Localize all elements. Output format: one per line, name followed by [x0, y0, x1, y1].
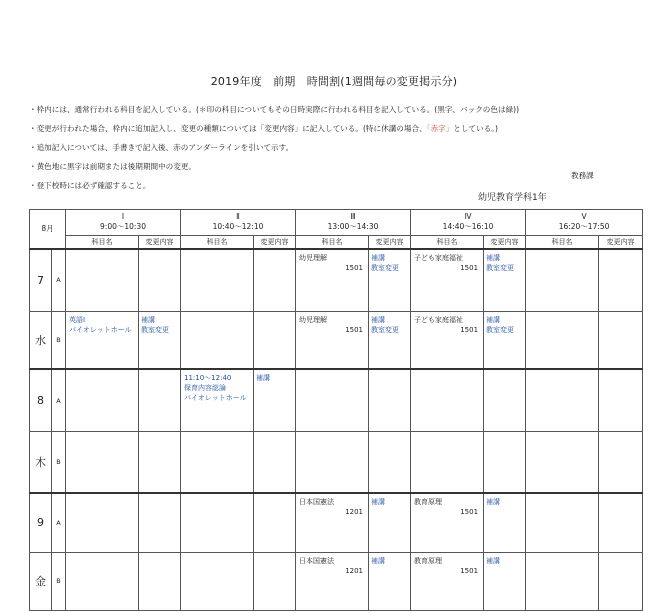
note-3: ・追加記入については、手書きで記入後、赤のアンダーラインを引いて示す。 [29, 143, 294, 152]
cell-subject [66, 552, 139, 610]
cell-change [599, 249, 643, 311]
period-time-3: 13:00～14:30 [327, 222, 379, 232]
cell-change [369, 311, 411, 369]
col-subject-header: 科目名 [296, 235, 369, 249]
subject-name: 保育内容総論 [184, 384, 226, 393]
col-subject-header: 科目名 [66, 235, 139, 249]
subject-name: 教育原理 [414, 556, 443, 565]
note-4: ・黄色地に黒字は前期または後期期間中の変更。 [29, 162, 197, 171]
cell-change [369, 493, 411, 552]
cell-subject [181, 552, 254, 610]
slot-b-label: B [52, 311, 66, 369]
note-2-tail: としている。) [453, 124, 498, 133]
period-header-3 [296, 210, 411, 236]
cell-subject [526, 249, 599, 311]
period-num-5: Ⅴ [581, 212, 587, 222]
change-type: 教室変更 [141, 325, 169, 334]
cell-subject [181, 369, 254, 431]
cell-subject [411, 311, 484, 369]
period-num-2: Ⅱ [236, 212, 240, 222]
col-subject-header: 科目名 [181, 235, 254, 249]
cell-subject [411, 369, 484, 431]
cell-change [254, 493, 296, 552]
cell-change [599, 369, 643, 431]
subject-name: 教育原理 [414, 497, 443, 506]
cell-subject [66, 493, 139, 552]
day-weekday-9: 金 [30, 552, 52, 610]
cell-subject [411, 249, 484, 311]
change-type: 補講 [371, 497, 386, 506]
cell-subject [296, 552, 369, 610]
subject-name: 英語Ⅰ [69, 315, 86, 324]
cell-change [369, 432, 411, 493]
cell-change [484, 311, 526, 369]
department-label: 教務課 [571, 171, 594, 180]
room-number: 1501 [460, 507, 479, 516]
change-type: 補講 [141, 315, 155, 324]
subject-name: 日本国憲法 [299, 556, 335, 565]
change-type: 補講 [371, 556, 386, 565]
cell-subject [411, 493, 484, 552]
timetable [29, 209, 643, 611]
col-change-header: 変更内容 [484, 235, 526, 249]
cell-change [599, 311, 643, 369]
change-type: 教室変更 [486, 325, 515, 334]
cell-subject [66, 432, 139, 493]
cell-subject [526, 493, 599, 552]
cell-change [139, 552, 181, 610]
change-type: 補講 [371, 253, 386, 262]
slot-b-label: B [52, 432, 66, 493]
period-header-2 [181, 210, 296, 236]
period-time-5: 16:20～17:50 [558, 222, 610, 232]
period-header-5 [526, 210, 643, 236]
room-number: 1501 [460, 263, 479, 272]
period-header-1 [66, 210, 181, 236]
slot-a-label: A [52, 369, 66, 431]
subject-name: 子ども家庭福祉 [414, 315, 464, 324]
cell-subject [66, 249, 139, 311]
cell-change [254, 432, 296, 493]
period-time-2: 10:40～12:10 [212, 222, 264, 232]
cell-subject [66, 369, 139, 431]
cell-subject [181, 249, 254, 311]
day-weekday-8: 木 [30, 432, 52, 493]
room-number: 1201 [345, 507, 364, 516]
period-num-1: Ⅰ [121, 212, 125, 222]
cell-change [254, 552, 296, 610]
subject-location: バイオレットホール [184, 394, 247, 403]
room-number: 1501 [460, 566, 479, 575]
cell-subject [296, 493, 369, 552]
col-change-header: 変更内容 [369, 235, 411, 249]
room-number: 1501 [345, 263, 364, 272]
col-change-header: 変更内容 [599, 235, 643, 249]
cell-change [599, 432, 643, 493]
cell-change [369, 552, 411, 610]
course-label: 幼児教育学科1年 [478, 193, 547, 203]
note-2-text: ・変更が行われた場合、枠内に追加記入し、変更の種類については「変更内容」に記入している。(特に休講の場合、 [29, 124, 427, 133]
col-subject-header: 科目名 [411, 235, 484, 249]
cell-change [484, 249, 526, 311]
subject-name: 幼児理解 [299, 315, 328, 324]
cell-change [599, 552, 643, 610]
cell-subject [181, 432, 254, 493]
cell-change [369, 369, 411, 431]
day-weekday-7: 水 [30, 311, 52, 369]
change-type: 補講 [486, 253, 501, 262]
cell-change [484, 493, 526, 552]
cell-change [484, 552, 526, 610]
cell-subject [526, 369, 599, 431]
change-type: 補講 [256, 374, 270, 383]
subject-name: 幼児理解 [299, 253, 328, 262]
cell-subject [296, 369, 369, 431]
room-number: 1501 [345, 325, 364, 334]
change-type: 教室変更 [486, 263, 515, 272]
cell-change [139, 493, 181, 552]
period-num-4: Ⅳ [464, 212, 472, 222]
day-date-9: 9 [30, 493, 52, 552]
month-cell: 8月 [30, 210, 66, 249]
cell-change [139, 249, 181, 311]
note-1: ・枠内には、通常行われる科目を記入している。(＊印の科目についてもその日時実際に行われる科目を記入している。(黒字、バックの色は緑)) [29, 105, 520, 114]
cell-subject [296, 432, 369, 493]
subject-name: 日本国憲法 [299, 497, 335, 506]
day-date-8: 8 [30, 369, 52, 431]
cell-subject [411, 432, 484, 493]
change-type: 補講 [486, 497, 501, 506]
note-red-text: 「赤字」 [426, 124, 454, 133]
col-subject-header: 科目名 [526, 235, 599, 249]
cell-subject [526, 432, 599, 493]
cell-change [139, 311, 181, 369]
period-num-3: Ⅲ [350, 212, 356, 222]
cell-change [254, 249, 296, 311]
change-type: 教室変更 [371, 325, 400, 334]
notes [29, 100, 519, 195]
cell-subject [181, 493, 254, 552]
period-time-4: 14:40～16:10 [442, 222, 494, 232]
change-type: 補講 [486, 315, 501, 324]
cell-change [484, 432, 526, 493]
slot-a-label: A [52, 249, 66, 311]
cell-change [139, 369, 181, 431]
change-type: 教室変更 [371, 263, 400, 272]
cell-subject [181, 311, 254, 369]
period-time-1: 9:00～10:30 [100, 222, 146, 232]
cell-change [254, 311, 296, 369]
cell-subject [526, 311, 599, 369]
col-change-header: 変更内容 [139, 235, 181, 249]
change-type: 補講 [486, 556, 501, 565]
cell-change [484, 369, 526, 431]
note-5: ・登下校時には必ず確認すること。 [29, 181, 151, 190]
cell-subject [296, 311, 369, 369]
cell-change [599, 493, 643, 552]
note-2 [29, 119, 519, 138]
slot-a-label: A [52, 493, 66, 552]
room-number: 1501 [460, 325, 479, 334]
room-number: 1201 [345, 566, 364, 575]
col-change-header: 変更内容 [254, 235, 296, 249]
subject-name: 子ども家庭福祉 [414, 253, 464, 262]
cell-change [369, 249, 411, 311]
page-title: 2019年度 前期 時間割(1週間毎の変更掲示分) [210, 75, 458, 88]
cell-subject [411, 552, 484, 610]
cell-change [254, 369, 296, 431]
day-date-7: 7 [30, 249, 52, 311]
cell-subject [66, 311, 139, 369]
cell-change [139, 432, 181, 493]
subject-time: 11:10～12:40 [184, 374, 232, 383]
cell-subject [526, 552, 599, 610]
cell-subject [296, 249, 369, 311]
slot-b-label: B [52, 552, 66, 610]
subject-location: バイオレットホール [69, 325, 132, 334]
change-type: 補講 [371, 315, 386, 324]
period-header-4 [411, 210, 526, 236]
